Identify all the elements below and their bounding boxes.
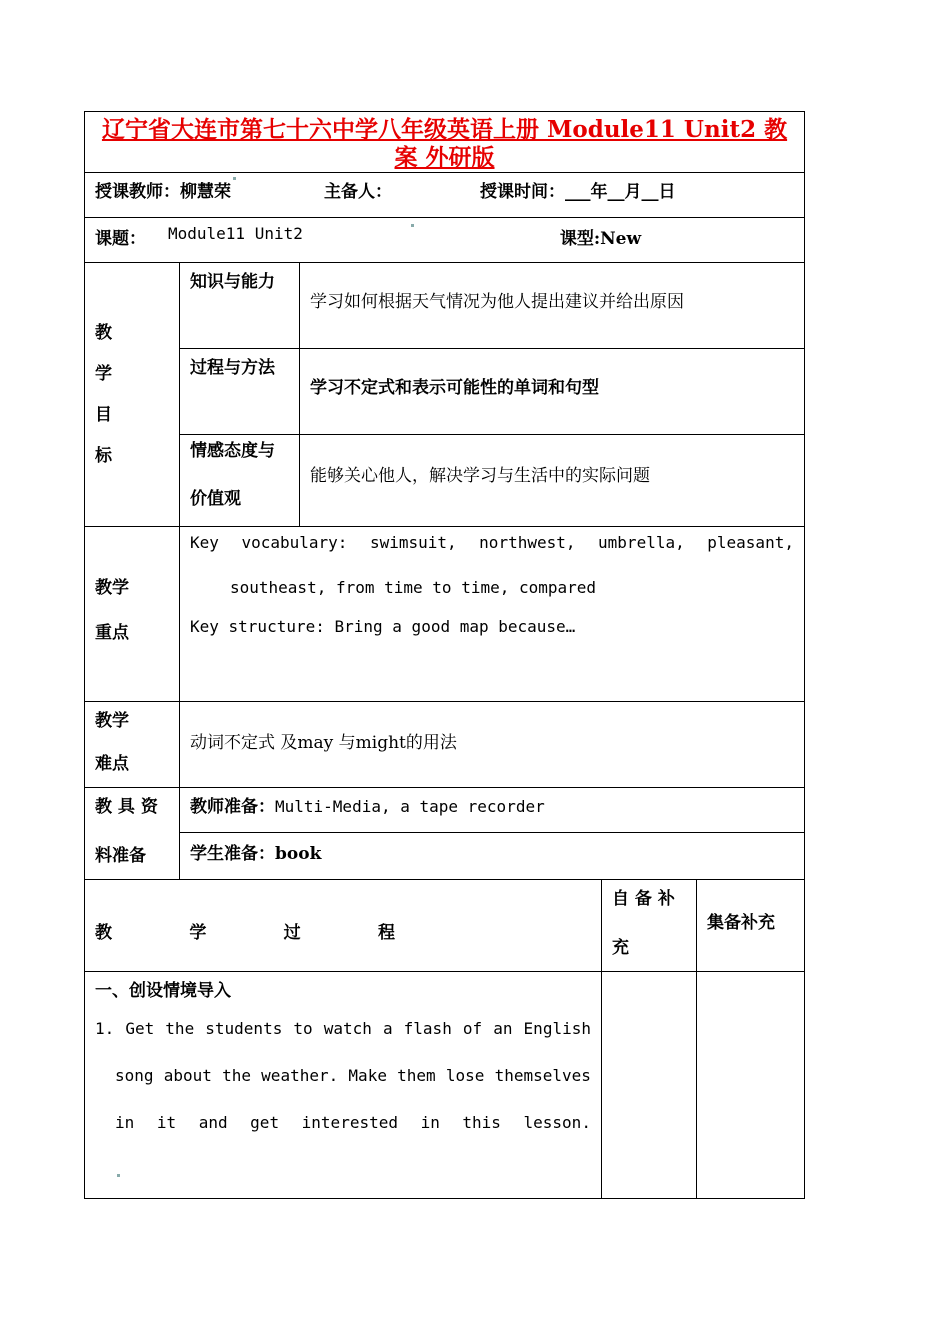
objective-label-emotion [180, 435, 300, 527]
vocab-word: pleasant, [707, 533, 794, 552]
objective-label-process: 过程与方法 [180, 349, 300, 435]
word: it [156, 1113, 177, 1132]
key-points-label [85, 527, 180, 702]
vocab-word: vocabulary: [241, 533, 348, 552]
word: the [165, 1019, 195, 1038]
word: English [523, 1019, 591, 1038]
difficulties-label-line2: 难点 [95, 754, 129, 774]
dot-line [95, 1162, 591, 1182]
teacher-prep [180, 788, 805, 833]
section-title: 一、创设情境导入 [95, 981, 231, 1001]
spacer [392, 177, 480, 202]
word: an [493, 1019, 513, 1038]
objectives-char: 标 [95, 446, 112, 466]
word: in [115, 1113, 135, 1132]
process-header-chars [95, 918, 395, 943]
vocab-word: umbrella, [598, 533, 685, 552]
teacher-name: 柳慧荣 [180, 182, 231, 202]
objective-label-knowledge: 知识与能力 [180, 263, 300, 349]
word: song [115, 1066, 154, 1085]
word: 1. [95, 1019, 115, 1038]
spacer [414, 224, 560, 249]
objectives-char: 学 [95, 364, 112, 384]
lesson-plan-table [84, 111, 805, 1199]
teacher-prep-label: 教师准备： [190, 797, 275, 817]
word: Get [125, 1019, 155, 1038]
word: weather. [261, 1066, 339, 1085]
objective-content-emotion: 能够关心他人，解决学习与生活中的实际问题 [300, 435, 805, 527]
difficulties-content: 动词不定式 及may 与might的用法 [180, 702, 805, 788]
key-structure: Key structure: Bring a good map because… [190, 617, 576, 636]
materials-label-line1: 教 具 资 [95, 797, 158, 817]
process-char: 程 [377, 923, 395, 943]
topic-label: 课题： [95, 229, 146, 249]
info-row [85, 173, 805, 218]
word: to [293, 1019, 313, 1038]
group-supplement-cell [697, 972, 805, 1199]
teacher-label: 授课教师： [95, 182, 180, 202]
vocab-word: swimsuit, [369, 533, 457, 552]
process-line2 [95, 1066, 591, 1085]
word: get [250, 1113, 280, 1132]
objective-label-emotion-line2: 价值观 [190, 489, 241, 509]
process-line1 [95, 1019, 591, 1038]
objective-content-process: 学习不定式和表示可能性的单词和句型 [300, 349, 805, 435]
group-supplement-header: 集备补充 [697, 880, 805, 972]
document-title: 辽宁省大连市第七十六中学八年级英语上册 Module11 Unit2 教案 外研版 [85, 112, 805, 173]
word: about [163, 1066, 212, 1085]
student-prep [180, 833, 805, 880]
teacher-prep-value: Multi-Media, a tape recorder [275, 797, 545, 816]
lesson-plan-page [84, 111, 804, 1199]
objective-content-knowledge: 学习如何根据天气情况为他人提出建议并给出原因 [300, 263, 805, 349]
student-prep-label: 学生准备： [190, 844, 275, 864]
word: students [205, 1019, 283, 1038]
process-char: 过 [283, 923, 301, 943]
word: in [420, 1113, 440, 1132]
objectives-char: 教 [95, 323, 112, 343]
word: them [397, 1066, 436, 1085]
process-char: 教 [95, 923, 112, 943]
spacer [236, 177, 324, 202]
word: this [462, 1113, 501, 1132]
word: Make [348, 1066, 387, 1085]
vocab-word: Key [190, 533, 219, 552]
process-header [85, 880, 602, 972]
objective-label-emotion-line1: 情感态度与 [190, 441, 275, 461]
dot-marker [117, 1174, 120, 1177]
word: a [382, 1019, 393, 1038]
type-label: 课型:New [559, 229, 642, 249]
time-label: 授课时间：___年__月__日 [480, 182, 676, 202]
student-prep-value: book [275, 844, 322, 864]
objectives-label [85, 263, 180, 527]
objectives-char: 目 [95, 405, 112, 425]
self-supplement-line1: 自 备 补 [612, 889, 675, 909]
word: the [222, 1066, 251, 1085]
word: interested [301, 1113, 398, 1132]
materials-label [85, 788, 180, 880]
word: flash [403, 1019, 452, 1038]
word: and [198, 1113, 228, 1132]
self-supplement-cell [602, 972, 697, 1199]
process-body [85, 972, 602, 1199]
process-char: 学 [189, 923, 207, 943]
vocab-line1 [190, 533, 794, 552]
spacer [303, 224, 409, 249]
materials-label-line2: 料准备 [95, 846, 146, 866]
key-points-content [180, 527, 805, 702]
word: lose [445, 1066, 485, 1085]
vocab-word: northwest, [479, 533, 576, 552]
self-supplement-line2: 充 [612, 938, 629, 958]
process-line3 [95, 1113, 591, 1132]
preparer-label: 主备人： [324, 182, 392, 202]
key-points-label-line1: 教学 [95, 578, 129, 598]
word: lesson. [523, 1113, 591, 1132]
difficulties-label [85, 702, 180, 788]
key-points-label-line2: 重点 [95, 623, 129, 643]
difficulties-label-line1: 教学 [95, 711, 129, 731]
self-supplement-header [602, 880, 697, 972]
word: of [462, 1019, 483, 1038]
word: themselves [494, 1066, 591, 1085]
topic-value: Module11 Unit2 [168, 224, 303, 243]
topic-row [85, 218, 805, 263]
vocab-line2: southeast, from time to time, compared [230, 578, 597, 597]
word: watch [323, 1019, 372, 1038]
